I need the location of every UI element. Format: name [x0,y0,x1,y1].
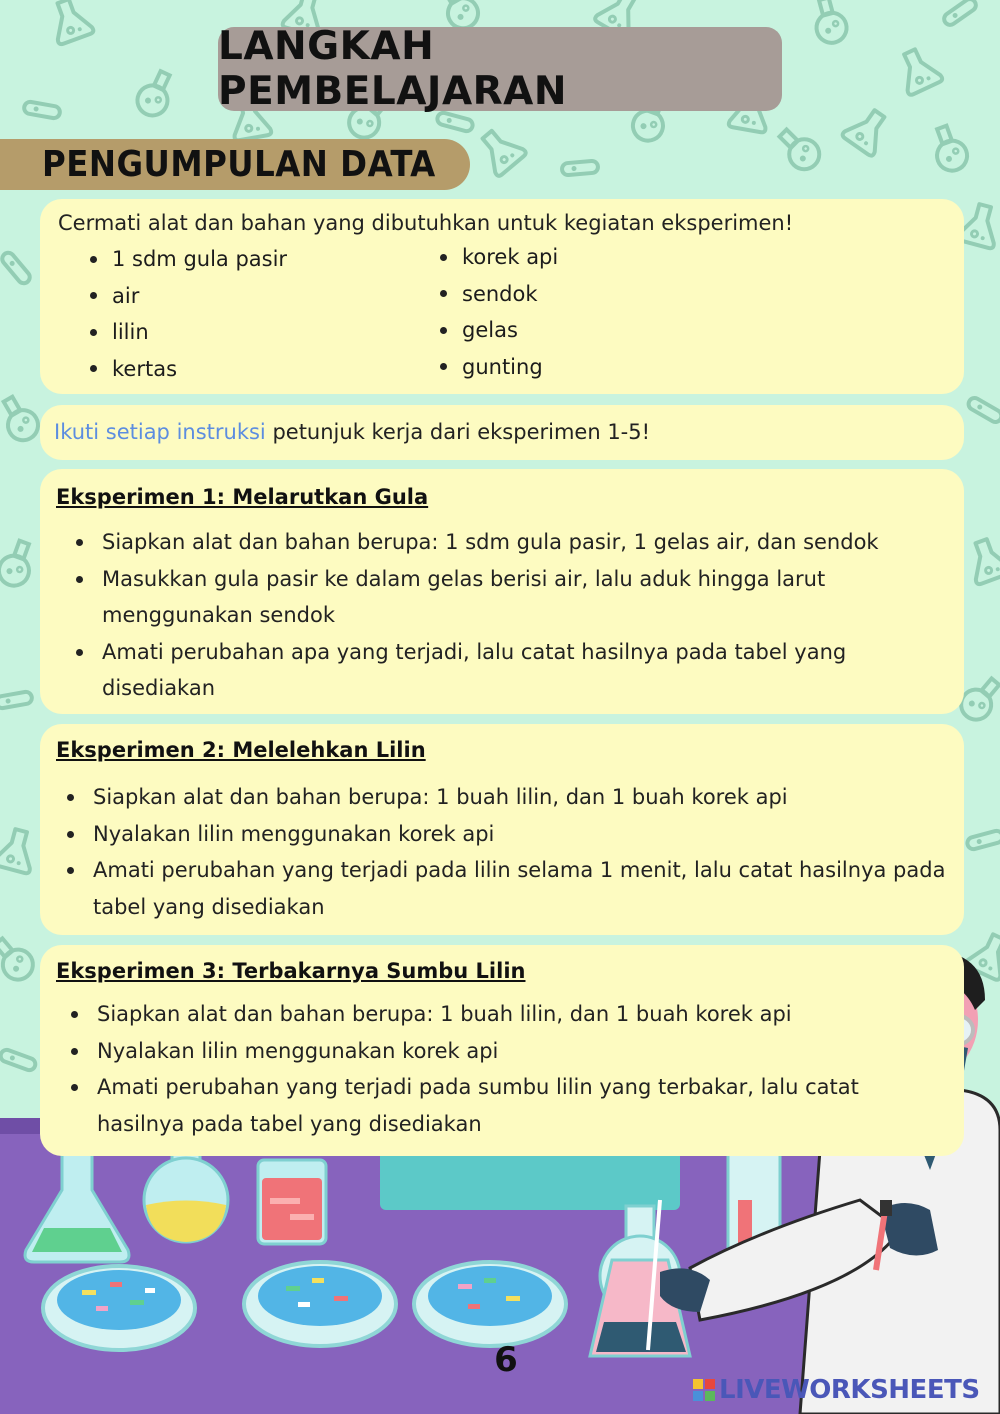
petri-dish [414,1262,566,1346]
page-title-box [218,24,782,114]
liveworksheets-brand[interactable] [693,1375,980,1405]
instruction-rest: petunjuk kerja dari eksperimen 1-5! [265,420,651,444]
material-item: 1 sdm gula pasir [90,241,287,278]
experiment-title: Eksperimen 2: Melelehkan Lilin [56,738,426,762]
step-item: Amati perubahan yang terjadi pada lilin selama 1 menit, lalu catat hasilnya pada tabel yang disediakan [67,852,957,925]
instruction-card [40,405,964,460]
step-item: Siapkan alat dan bahan berupa: 1 sdm gula pasir, 1 gelas air, dan sendok [76,524,956,561]
step-item: Amati perubahan apa yang terjadi, lalu catat hasilnya pada tabel yang disediakan [76,634,956,707]
step-item: Amati perubahan yang terjadi pada sumbu lilin yang terbakar, lalu catat hasilnya pada tabel yang disediakan [71,1069,861,1142]
instruction-text [54,420,650,444]
experiment-steps [67,779,957,925]
page-number: 6 [494,1340,518,1380]
section-title: PENGUMPULAN DATA [42,144,436,185]
step-item: Siapkan alat dan bahan berupa: 1 buah lilin, dan 1 buah korek api [67,779,957,816]
petri-dish [244,1262,396,1346]
material-item: lilin [90,314,287,351]
petri-dish [43,1266,195,1350]
experiment-steps [76,524,956,707]
instruction-highlight: Ikuti setiap instruksi [54,420,266,444]
page-title: LANGKAH PEMBELAJARAN [218,24,567,114]
material-item: sendok [440,276,558,313]
material-item: kertas [90,351,287,388]
materials-intro: Cermati alat dan bahan yang dibutuhkan untuk kegiatan eksperimen! [58,211,794,235]
material-item: korek api [440,239,558,276]
materials-card [40,199,964,394]
experiment-steps [71,996,861,1142]
step-item: Siapkan alat dan bahan berupa: 1 buah lilin, dan 1 buah korek api [71,996,861,1033]
experiment-title: Eksperimen 3: Terbakarnya Sumbu Lilin [56,959,526,983]
material-item: gelas [440,312,558,349]
experiment-1-card [40,469,964,714]
step-item: Nyalakan lilin menggunakan korek api [67,816,957,853]
step-item: Nyalakan lilin menggunakan korek api [71,1033,861,1070]
brand-text: LIVEWORKSHEETS [719,1375,980,1405]
red-beaker [258,1160,326,1244]
section-banner [0,139,470,190]
experiment-2-card [40,724,964,935]
materials-list-right [440,239,558,385]
material-item: gunting [440,349,558,386]
experiment-title: Eksperimen 1: Melarutkan Gula [56,485,429,509]
step-item: Masukkan gula pasir ke dalam gelas berisi air, lalu aduk hingga larut menggunakan sendok [76,561,956,634]
material-item: air [90,278,287,315]
experiment-3-card [40,945,964,1156]
liveworksheets-logo-icon [693,1379,715,1401]
materials-list-left [90,241,287,387]
